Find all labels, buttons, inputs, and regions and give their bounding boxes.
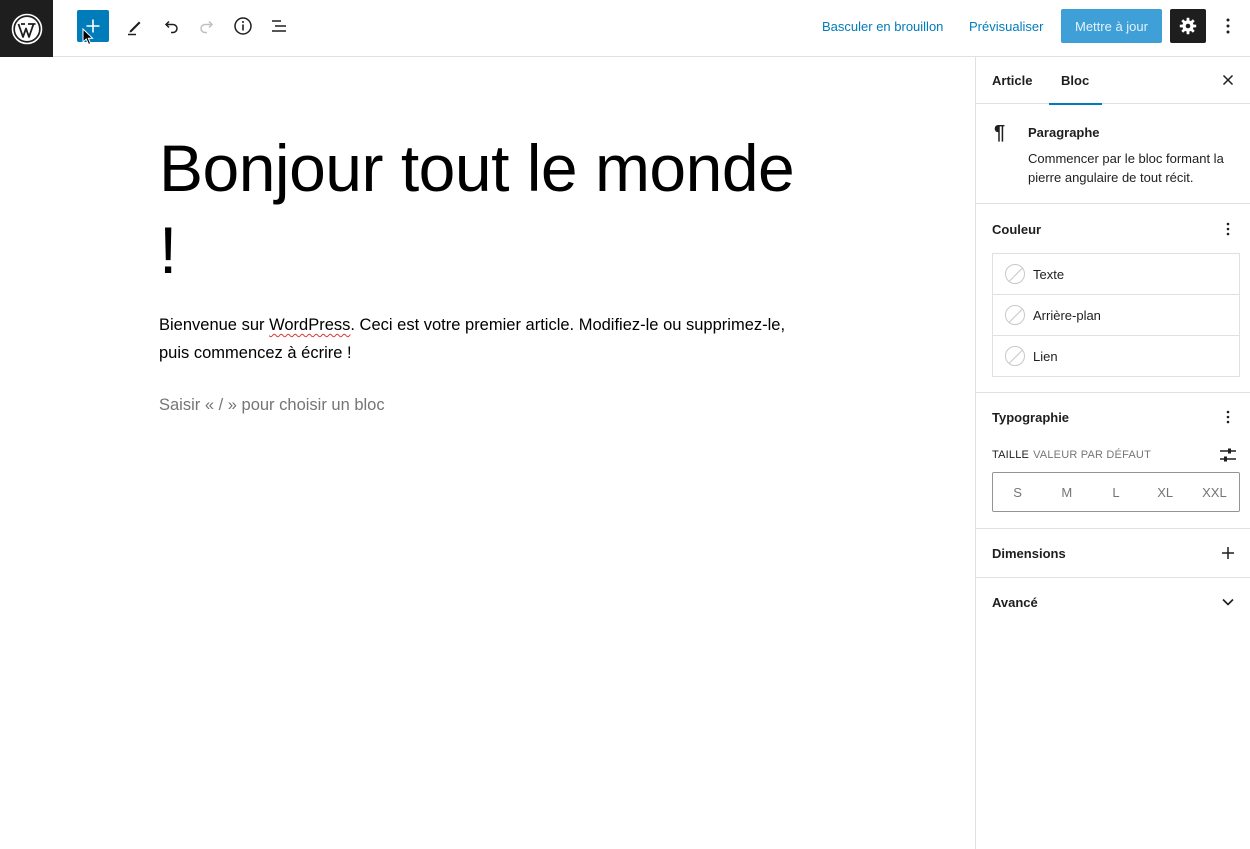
color-item-label: Lien bbox=[1033, 348, 1058, 364]
tab-block[interactable]: Bloc bbox=[1061, 57, 1089, 104]
settings-sliders-icon bbox=[1219, 447, 1237, 463]
color-panel bbox=[976, 205, 1250, 393]
paragraph-text-end: . Ceci est votre premier article. Modifiez-le ou supprimez-le, puis commencez à écrire ! bbox=[159, 316, 786, 362]
typography-panel bbox=[976, 393, 1250, 529]
empty-swatch-icon bbox=[1005, 305, 1025, 325]
undo-icon bbox=[161, 16, 181, 36]
typography-panel-title: Typographie bbox=[992, 410, 1070, 425]
wordpress-logo-button[interactable] bbox=[0, 0, 53, 57]
post-title[interactable]: Bonjour tout le monde ! bbox=[159, 131, 795, 287]
misspelled-word: WordPress bbox=[269, 316, 351, 334]
close-sidebar-button[interactable] bbox=[1216, 68, 1240, 92]
color-item-background[interactable] bbox=[993, 295, 1239, 336]
gear-icon bbox=[1179, 17, 1197, 35]
plus-icon bbox=[1221, 546, 1235, 560]
redo-icon bbox=[197, 16, 217, 36]
font-size-toggle-group bbox=[992, 472, 1240, 512]
font-size-key: TAILLE bbox=[992, 449, 1030, 461]
switch-to-draft-button[interactable]: Basculer en brouillon bbox=[822, 18, 944, 34]
font-size-option-xl[interactable]: XL bbox=[1157, 484, 1174, 500]
options-button[interactable] bbox=[1212, 9, 1244, 43]
info-icon bbox=[233, 16, 253, 36]
undo-button[interactable] bbox=[153, 10, 189, 42]
update-button[interactable]: Mettre à jour bbox=[1061, 9, 1162, 43]
advanced-panel[interactable] bbox=[976, 578, 1250, 627]
font-size-option-s[interactable]: S bbox=[1013, 484, 1022, 500]
mouse-cursor-icon bbox=[82, 28, 96, 46]
empty-swatch-icon bbox=[1005, 346, 1025, 366]
settings-sidebar bbox=[975, 57, 1250, 849]
color-item-text[interactable] bbox=[993, 254, 1239, 295]
more-vertical-icon bbox=[1226, 18, 1230, 34]
tab-article[interactable]: Article bbox=[992, 73, 1033, 88]
paragraph-icon: ¶ bbox=[994, 122, 1006, 144]
details-button[interactable] bbox=[225, 10, 261, 42]
wordpress-logo-icon bbox=[11, 13, 43, 45]
tools-button[interactable] bbox=[117, 10, 153, 42]
block-card bbox=[976, 104, 1250, 204]
font-size-option-xxl[interactable]: XXL bbox=[1202, 484, 1227, 500]
paragraph-text-start: Bienvenue sur bbox=[159, 316, 270, 334]
advanced-panel-title: Avancé bbox=[992, 595, 1038, 610]
preview-button[interactable]: Prévisualiser bbox=[969, 18, 1044, 34]
color-panel-title: Couleur bbox=[992, 222, 1042, 237]
list-view-button[interactable] bbox=[261, 10, 297, 42]
color-item-link[interactable] bbox=[993, 336, 1239, 376]
list-view-icon bbox=[269, 16, 289, 36]
dimensions-panel[interactable] bbox=[976, 529, 1250, 578]
font-size-option-l[interactable]: L bbox=[1112, 484, 1120, 500]
color-item-label: Texte bbox=[1033, 266, 1065, 282]
color-list bbox=[992, 253, 1240, 377]
font-size-option-m[interactable]: M bbox=[1061, 484, 1073, 500]
block-title: Paragraphe bbox=[1028, 125, 1100, 140]
editor-canvas bbox=[0, 57, 975, 849]
typography-options-button[interactable] bbox=[1216, 405, 1240, 429]
block-description: Commencer par le bloc formant la pierre angulaire de tout récit. bbox=[1028, 151, 1224, 185]
advanced-toggle-button[interactable] bbox=[1216, 590, 1240, 614]
more-vertical-icon bbox=[1226, 222, 1230, 236]
empty-swatch-icon bbox=[1005, 264, 1025, 284]
pencil-icon bbox=[125, 16, 145, 36]
dimensions-panel-title: Dimensions bbox=[992, 546, 1066, 561]
color-item-label: Arrière-plan bbox=[1033, 307, 1101, 323]
font-size-label bbox=[992, 449, 1151, 461]
font-size-value: VALEUR PAR DÉFAUT bbox=[1033, 449, 1151, 461]
paragraph-block[interactable] bbox=[159, 311, 809, 367]
color-options-button[interactable] bbox=[1216, 217, 1240, 241]
editor-header bbox=[0, 0, 1250, 57]
custom-size-button[interactable] bbox=[1216, 443, 1240, 467]
more-vertical-icon bbox=[1226, 410, 1230, 424]
default-block-appender[interactable]: Saisir « / » pour choisir un bloc bbox=[159, 396, 385, 414]
settings-button[interactable] bbox=[1170, 9, 1206, 43]
close-icon bbox=[1222, 74, 1234, 86]
sidebar-tabs bbox=[976, 57, 1250, 104]
chevron-down-icon bbox=[1222, 598, 1234, 606]
redo-button[interactable] bbox=[189, 10, 225, 42]
dimensions-add-button[interactable] bbox=[1216, 541, 1240, 565]
